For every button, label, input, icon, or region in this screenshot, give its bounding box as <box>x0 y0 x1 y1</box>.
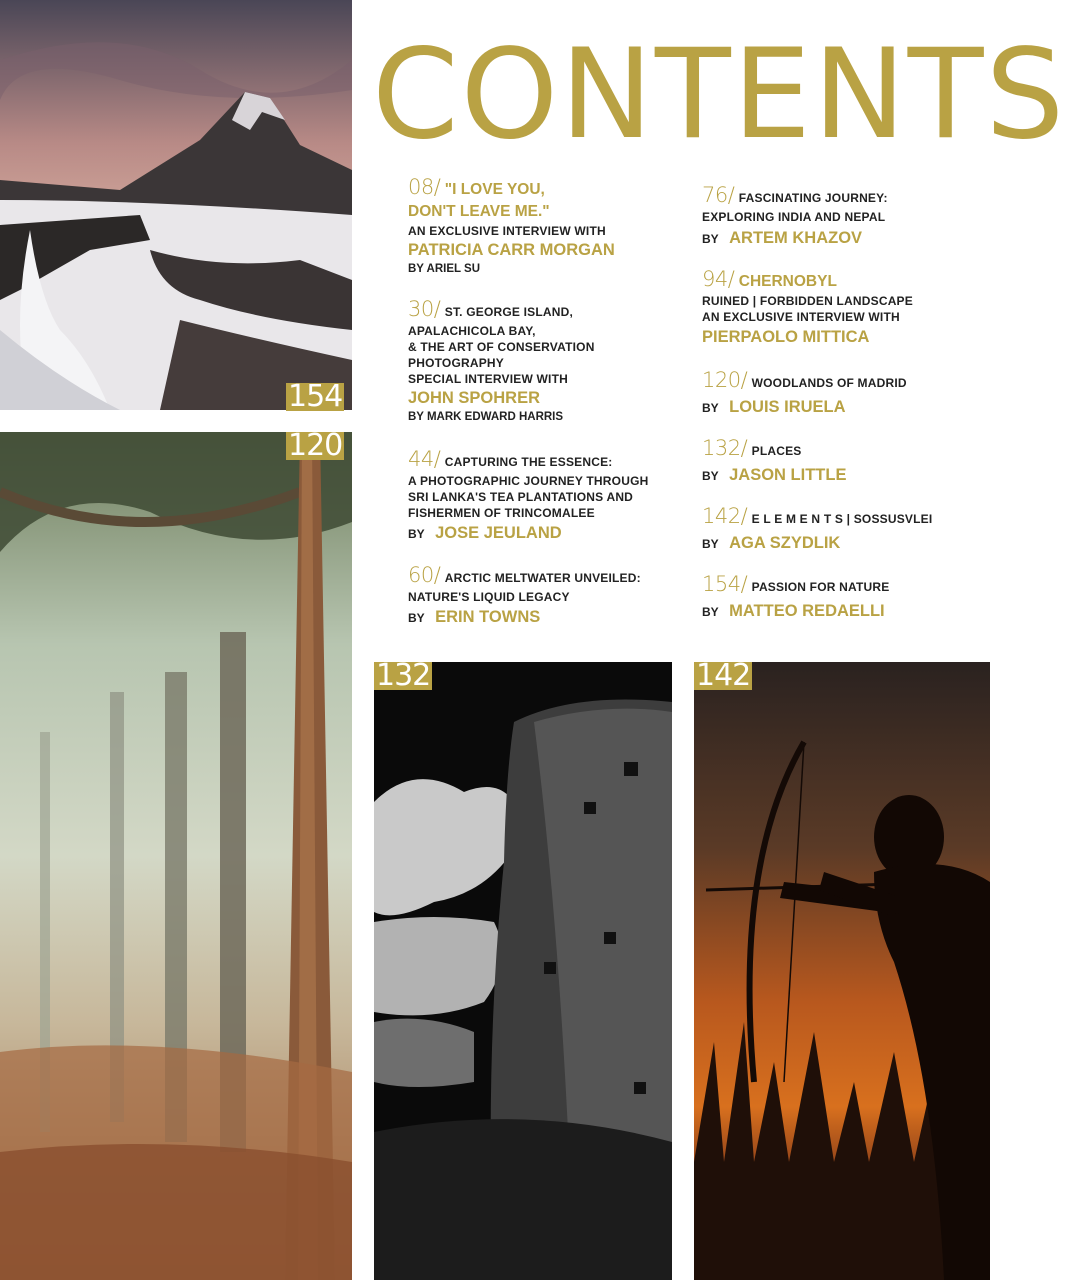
entry-page-number: 142/ <box>702 504 748 528</box>
entry-headline: ST. GEORGE ISLAND, <box>444 305 574 319</box>
entry-headline-cont: & THE ART OF CONSERVATION <box>408 340 595 354</box>
entry-headline: PLACES <box>751 444 802 458</box>
entry-headline-cont: SRI LANKA'S TEA PLANTATIONS AND <box>408 490 634 504</box>
toc-entry-60[interactable] <box>408 564 641 630</box>
entry-headline-cont: DON'T LEAVE ME." <box>408 203 550 220</box>
entry-headline: CHERNOBYL <box>738 273 837 290</box>
entry-author: ARTEM KHAZOV <box>729 229 863 247</box>
page-badge-132: 132 <box>376 658 431 693</box>
entry-headline-cont: FISHERMEN OF TRINCOMALEE <box>408 506 595 520</box>
entry-headline: CAPTURING THE ESSENCE: <box>444 455 613 469</box>
toc-entry-08[interactable] <box>408 176 615 277</box>
entry-page-number: 154/ <box>702 572 748 596</box>
toc-entry-132[interactable] <box>702 436 846 488</box>
entry-by-label: BY <box>702 469 719 483</box>
entry-page-number: 44/ <box>408 447 441 471</box>
page-badge-142: 142 <box>696 658 751 693</box>
entry-headline: FASCINATING JOURNEY: <box>738 191 888 205</box>
entry-subtitle: AN EXCLUSIVE INTERVIEW WITH <box>702 310 900 324</box>
entry-author: JOSE JEULAND <box>435 524 562 542</box>
entry-author: ERIN TOWNS <box>435 608 541 626</box>
toc-entry-154[interactable] <box>702 572 889 624</box>
entry-headline-cont: RUINED | FORBIDDEN LANDSCAPE <box>702 294 913 308</box>
page-badge-154: 154 <box>288 379 343 414</box>
entry-page-number: 08/ <box>408 175 441 199</box>
toc-entry-30[interactable] <box>408 298 595 425</box>
entry-author: JOHN SPOHRER <box>408 389 541 407</box>
entry-author: PIERPAOLO MITTICA <box>702 328 870 346</box>
entry-headline: "I LOVE YOU, <box>444 181 545 198</box>
entry-page-number: 30/ <box>408 297 441 321</box>
entry-author: LOUIS IRUELA <box>729 398 846 416</box>
photo-archer-silhouette <box>694 658 990 1280</box>
toc-entry-142[interactable] <box>702 504 932 556</box>
entry-page-number: 120/ <box>702 368 748 392</box>
page-title: CONTENTS <box>372 23 1066 167</box>
entry-byline: BY ARIEL SU <box>408 263 480 275</box>
entry-headline-cont: APALACHICOLA BAY, <box>408 324 536 338</box>
entry-subtitle: AN EXCLUSIVE INTERVIEW WITH <box>408 224 606 238</box>
entry-author: PATRICIA CARR MORGAN <box>408 241 615 259</box>
entry-subtitle: SPECIAL INTERVIEW WITH <box>408 372 568 386</box>
entry-headline: E L E M E N T S | SOSSUSVLEI <box>751 512 933 526</box>
photo-mountain-waterfall <box>0 0 352 414</box>
entry-by-label: BY <box>702 232 719 246</box>
entry-page-number: 132/ <box>702 436 748 460</box>
entry-headline-cont: A PHOTOGRAPHIC JOURNEY THROUGH <box>408 474 649 488</box>
entry-by-label: BY <box>408 527 425 541</box>
entry-headline-cont: NATURE'S LIQUID LEGACY <box>408 590 570 604</box>
entry-byline: BY MARK EDWARD HARRIS <box>408 411 564 423</box>
entry-page-number: 76/ <box>702 183 735 207</box>
entry-headline: PASSION FOR NATURE <box>751 580 890 594</box>
toc-entry-44[interactable] <box>408 448 648 546</box>
entry-headline-cont: PHOTOGRAPHY <box>408 356 504 370</box>
entry-headline: ARCTIC MELTWATER UNVEILED: <box>444 571 641 585</box>
entry-author: AGA SZYDLIK <box>729 534 841 552</box>
entry-page-number: 94/ <box>702 267 735 291</box>
entry-by-label: BY <box>408 611 425 625</box>
photo-foggy-forest <box>0 428 352 1280</box>
entry-headline-cont: EXPLORING INDIA AND NEPAL <box>702 210 886 224</box>
page-badge-120: 120 <box>288 428 343 463</box>
toc-entry-76[interactable] <box>702 184 888 252</box>
photo-stone-tower <box>374 658 672 1280</box>
toc-entry-94[interactable] <box>702 268 913 349</box>
entry-by-label: BY <box>702 605 719 619</box>
toc-entry-120[interactable] <box>702 368 907 420</box>
entry-author: JASON LITTLE <box>729 466 847 484</box>
entry-author: MATTEO REDAELLI <box>729 602 885 620</box>
entry-by-label: BY <box>702 537 719 551</box>
entry-page-number: 60/ <box>408 563 441 587</box>
entry-headline: WOODLANDS OF MADRID <box>751 376 907 390</box>
entry-by-label: BY <box>702 401 719 415</box>
